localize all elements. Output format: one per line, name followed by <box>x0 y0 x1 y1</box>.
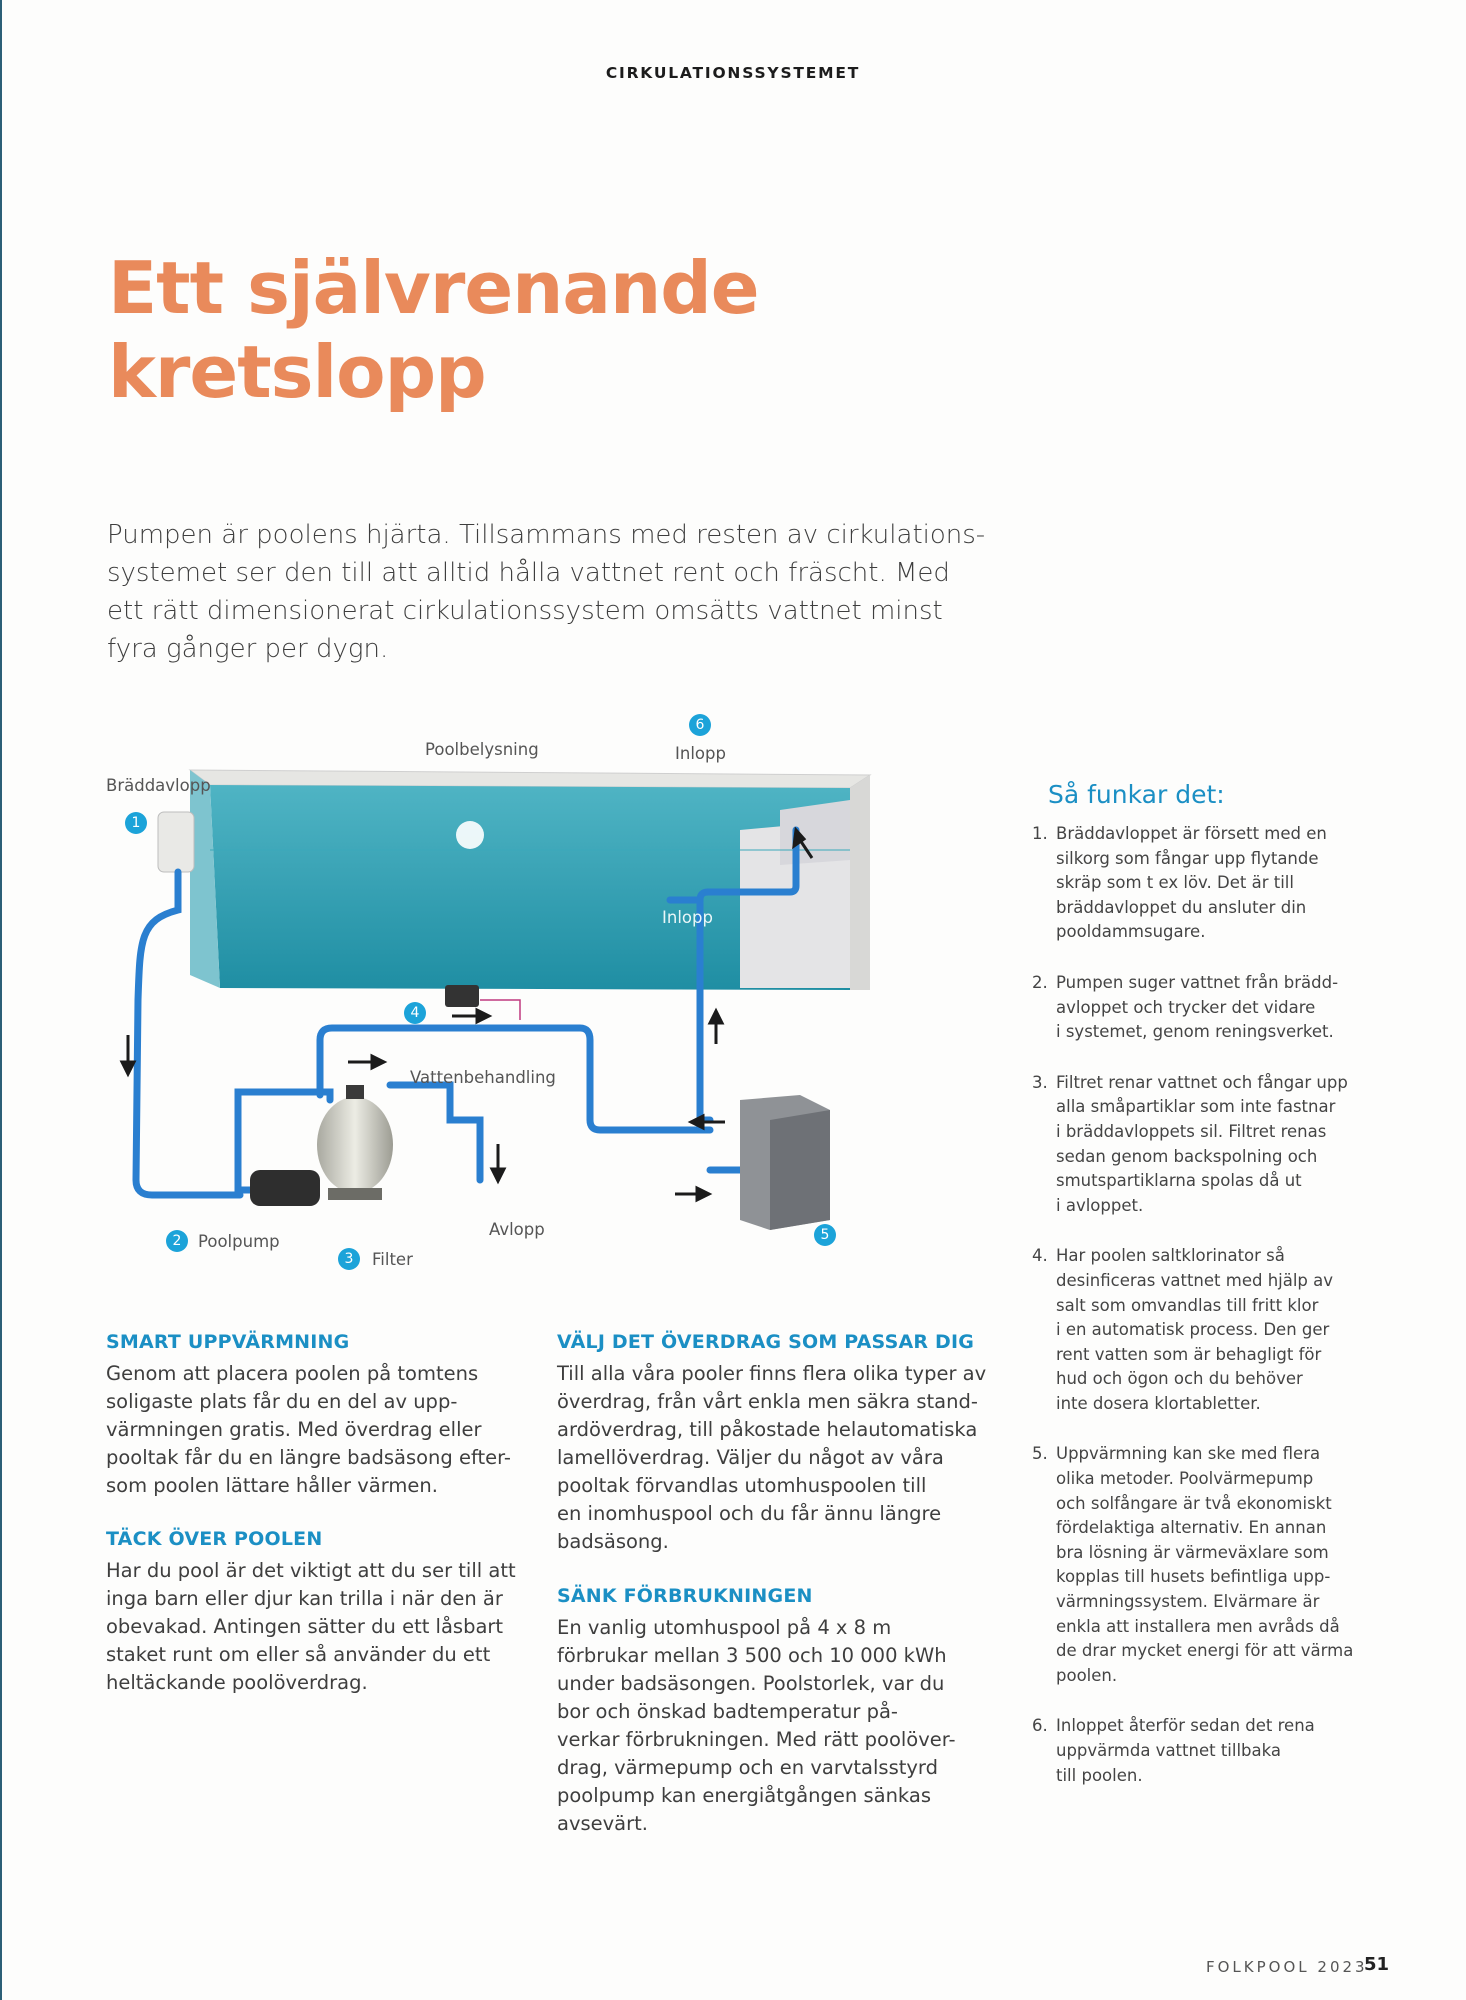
label-filter: Filter <box>372 1250 413 1269</box>
steps-list <box>1032 822 1382 1814</box>
page-edge <box>0 0 2 2000</box>
heading-sank-forbrukningen: SÄNK FÖRBRUKNINGEN <box>557 1585 813 1607</box>
step-item: 6. Inloppet återför sedan det rena uppvärmda vattnet tillbaka till poolen. <box>1032 1716 1315 1785</box>
page-title <box>108 246 828 414</box>
intro-paragraph: Pumpen är poolens hjärta. Tillsammans med resten av cirkulationssystemet ser den till att alltid hålla vattnet rent och fräscht. Med ett rätt dimensionerat cirkulationssystem omsätts vattnet minst fyra gånger per dygn. <box>107 520 986 664</box>
title-line-2: kretslopp <box>108 330 486 414</box>
step-item: 5. Uppvärmning kan ske med flera olika metoder. Poolvärmepump och solfångare är två ekonomiskt fördelaktiga alternativ. En annan bra lösning är värmeväxlare som kopplas till husets befintliga upp- värmningssystem. Elvärmare är enkla att installera men avråds då de drar mycket energi för att värma poolen. <box>1032 1444 1354 1685</box>
heading-tack-over-poolen: TÄCK ÖVER POOLEN <box>106 1528 323 1550</box>
label-avlopp: Avlopp <box>489 1220 545 1239</box>
section-label: CIRKULATIONSSYSTEMET <box>605 64 861 82</box>
filter-tank <box>317 1097 393 1193</box>
text-valj-overdrag: Till alla våra pooler finns flera olika typer av överdrag, från vårt enkla men säkra stand- ardöverdrag, till påkostade helautomatiska lamellöverdrag. Väljer du något av våra pooltak förvandlas utomhuspoolen till en inomhuspool och du får ännu längre badsäsong. <box>557 1362 987 1553</box>
chlorinator <box>445 985 479 1007</box>
title-line-1: Ett självrenande <box>108 246 759 330</box>
text-sank-forbrukningen: En vanlig utomhuspool på 4 x 8 m förbrukar mellan 3 500 och 10 000 kWh under badsäsongen. Poolstorlek, var du bor och önskad badtemperatur på- verkar förbrukningen. Med rätt poolöver- drag, värmepump och en varvtalsstyrd poolpump kan energiåtgången sänkas avsevärt. <box>557 1616 956 1835</box>
text-smart-uppvarmning: Genom att placera poolen på tomtens soligaste plats får du en del av upp- värmningen gratis. Med överdrag eller pooltak får du en längre badsäsong efter- som poolen lättare håller värmen. <box>106 1362 511 1497</box>
filter-valve <box>346 1085 364 1099</box>
label-braddavlopp: Bräddavlopp <box>106 776 211 795</box>
step-item: 2. Pumpen suger vattnet från brädd- avloppet och trycker det vidare i systemet, genom reningsverket. <box>1032 972 1339 1042</box>
heading-smart-uppvarmning: SMART UPPVÄRMNING <box>106 1331 350 1353</box>
step-item: 1. Bräddavloppet är försett med en silkorg som fångar upp flytande skräp som t ex löv. Det är till bräddavloppet du ansluter din pooldammsugare. <box>1032 824 1327 942</box>
diagram-illustration <box>100 700 960 1300</box>
badge-1: 1 <box>125 812 147 834</box>
badge-2: 2 <box>166 1230 188 1252</box>
pool-light <box>456 821 484 849</box>
label-inlopp-top: Inlopp <box>675 744 726 763</box>
footer-brand: FOLKPOOL 2023 <box>1206 1958 1368 1976</box>
pool-pump <box>250 1170 320 1206</box>
badge-3: 3 <box>338 1248 360 1270</box>
step-item: 3. Filtret renar vattnet och fångar upp alla småpartiklar som inte fastnar i bräddavloppets sil. Filtret renas sedan genom backspolning och smutspartiklarna spolas då ut i avloppet. <box>1032 1072 1348 1215</box>
pool <box>190 770 870 990</box>
page-number: 51 <box>1364 1954 1390 1975</box>
sidebar-title: Så funkar det: <box>1048 780 1225 809</box>
filter-base <box>328 1188 382 1200</box>
label-poolpump: Poolpump <box>198 1232 280 1251</box>
badge-5: 5 <box>814 1224 836 1246</box>
text-tack-over-poolen: Har du pool är det viktigt att du ser till att inga barn eller djur kan trilla i när den är obevakad. Antingen sätter du ett låsbart staket runt om eller så använder du ett heltäckande poolöverdrag. <box>106 1559 516 1694</box>
badge-4: 4 <box>404 1002 426 1024</box>
badge-6: 6 <box>689 714 711 736</box>
circulation-diagram <box>100 700 960 1300</box>
label-poolbelysning: Poolbelysning <box>425 740 539 759</box>
label-vattenbehandling: Vattenbehandling <box>410 1068 556 1087</box>
skimmer <box>158 812 194 872</box>
label-inlopp-pool: Inlopp <box>662 908 713 927</box>
step-item: 4. Har poolen saltklorinator så desinficeras vattnet med hjälp av salt som omvandlas till fritt klor i en automatisk process. Den ger rent vatten som är behagligt för hud och ögon och du behöver inte dosera klortabletter. <box>1032 1246 1334 1413</box>
heading-valj-overdrag: VÄLJ DET ÖVERDRAG SOM PASSAR DIG <box>557 1331 975 1353</box>
